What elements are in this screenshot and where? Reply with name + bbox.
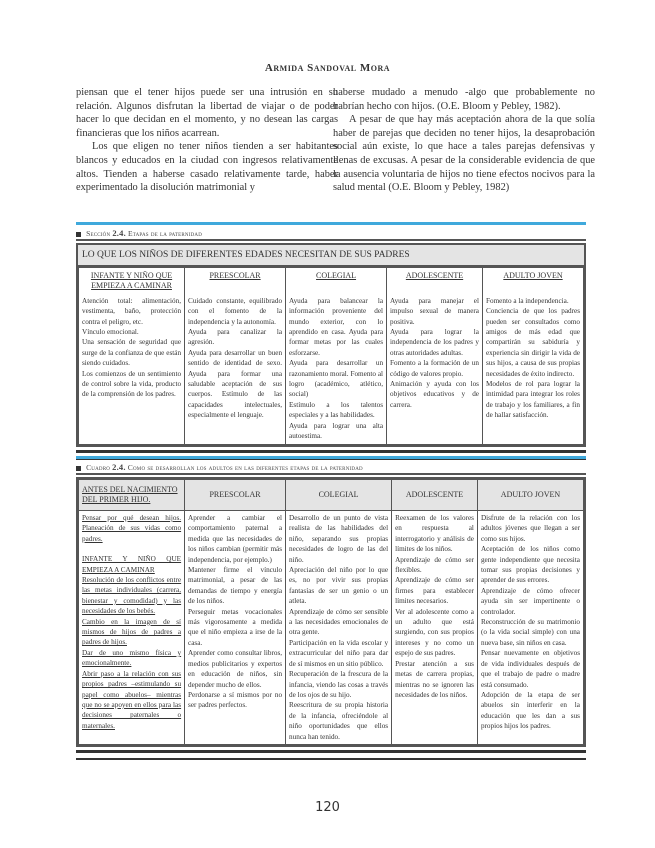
paragraph: Los que eligen no tener niños tienden a ser habitantes blancos y educados en la ciudad con ingresos relativamente altos. Tienden a haberse casado relativamente tarde, haber experimentado la disolución matrimonial y xyxy=(76,141,338,194)
table-cell: Atención total: alimentación, vestimenta, baño, protección contra el peligro, etc. Vínculo emocional. Una sensación de seguridad que surge de la confianza de que están siendo cuidados. Los comienzos de un sentimiento de control sobre la vida, producto de la comprensión de los padres. xyxy=(79,294,185,444)
running-head: Armida Sandoval Mora xyxy=(264,62,391,74)
column-header: ADOLESCENTE xyxy=(387,268,483,294)
column-header: ADULTO JOVEN xyxy=(482,268,583,294)
divider xyxy=(76,750,586,760)
table-cell: Reexamen de los valores en respuesta al interrogatorio y análisis de límites de los niños. Aprendizaje de cómo ser flexibles. Aprendizaje de cómo ser firmes para establecer límites necesarios. Ver al adolescente como a un adulto que está surgiendo, con sus propios intereses y no como un espejo de sus padres. Prestar atención a sus metas de carrera propias, mientras no se ignoren las necesidades de los niños. xyxy=(392,511,478,745)
accent-bar xyxy=(76,456,586,459)
square-bullet-icon xyxy=(76,466,81,471)
table-row xyxy=(79,511,584,745)
page-number: 120 xyxy=(315,800,340,815)
column-header: ADULTO JOVEN xyxy=(477,480,583,511)
adults-table xyxy=(78,479,584,745)
table-cell: Cuidado constante, equilibrado con el fomento de la independencia y la autonomía. Ayuda para canalizar la agresión. Ayuda para desarrollar un buen sentido de identidad de sexo. Ayuda para formar una saludable aceptación de sus cuerpos. Estímulo de las capacidades intelectuales, especialmente el lenguaje. xyxy=(185,294,286,444)
table-header-row xyxy=(79,480,584,511)
section-caption: Cuadro 2.4. Como se desarrollan los adultos en las diferentes etapas de la paternidad xyxy=(76,462,586,473)
section-cuadro-desarrollo-adultos xyxy=(76,456,586,760)
table-header-row xyxy=(79,268,584,294)
needs-table-box xyxy=(76,243,586,447)
column-header: COLEGIAL xyxy=(286,268,387,294)
column-header: ADOLESCENTE xyxy=(392,480,478,511)
needs-table xyxy=(78,267,584,445)
table-cell: Disfrute de la relación con los adultos jóvenes que llegan a ser como sus hijos. Aceptación de los niños como gente independiente que necesita tomar sus propias decisiones y aprender de sus errores. Aprendizaje de cómo ofrecer ayuda sin ser impertinente o controlador. Reconstrucción de su matrimonio (o la vida social simple) con una nueva base, sin niños en casa. Pensar nuevamente en objetivos de vida individuales después de que el trabajo de padre o madre está consumado. Adopción de la etapa de ser abuelos sin interferir en la educación que les dan a sus propios hijos los padres. xyxy=(477,511,583,745)
paragraph: A pesar de que hay más aceptación ahora de la que solía haber de parejas que deciden no tener hijos, la desaprobación social aún existe, lo que hace a tales parejas defensivas y llenas de excusas. A pesar de la considerable evidencia de que la ausencia voluntaria de hijos no tiene efectos nocivos para la salud mental (O.E. Bloom y Pebley, 1982) xyxy=(333,114,595,194)
column-header: PREESCOLAR xyxy=(185,268,286,294)
table-cell: Desarrollo de un punto de vista realista de las habilidades del niño, separando sus propias necesidades de logro de las del niño. Apreciación del niño por lo que es, no por vivir sus propias fantasías de ser un genio o un atleta. Aprendizaje de cómo ser sensible a las necesidades emocionales de otra gente. Participación en la vida escolar y extracurricular del niño para dar de sí mismos en un sitio público. Recuperación de la frescura de la infancia, viendo las cosas a través de los ojos de su hijo. Reescritura de su propia historia de la infancia, ofreciéndole al niño oportunidades que ellos nunca han tenido. xyxy=(286,511,392,745)
column-header: INFANTE Y NIÑO QUE EMPIEZA A CAMINAR xyxy=(79,268,185,294)
table-cell: Aprender a cambiar el comportamiento paternal a medida que las necesidades de los niños cambian (permitir más independencia, por ejemplo.) Mantener firme el vínculo matrimonial, a pesar de las demandas de tiempo y energía de los niños. Perseguir metas vocacionales más vigorosamente a medida que el niño empieza a irse de la casa. Aprender como consultar libros, medios publicitarios y expertos en educación de niños, sin depender mucho de ellos. Perdonarse a sí mismos por no ser padres perfectos. xyxy=(185,511,286,745)
section-etapas-paternidad xyxy=(76,222,586,460)
table-title: LO QUE LOS NIÑOS DE DIFERENTES EDADES NECESITAN DE SUS PADRES xyxy=(78,245,584,267)
table-row xyxy=(79,294,584,444)
column-header: COLEGIAL xyxy=(286,480,392,511)
column-header: PREESCOLAR xyxy=(185,480,286,511)
table-cell: Ayuda para manejar el impulso sexual de manera positiva. Ayuda para lograr la independencia de los padres y otras autoridades adultas. Fomento a la formación de un código de valores propio. Animación y ayuda con los objetivos educativos y de carrera. xyxy=(387,294,483,444)
paragraph: piensan que el tener hijos puede ser una intrusión en su relación. Algunos disfrutan la libertad de viajar o de poder hacer lo que decidan en el momento, y no desean las cargas financieras que los niños acarrean. xyxy=(76,87,338,139)
square-bullet-icon xyxy=(76,232,81,237)
section-caption: Sección 2.4. Etapas de la paternidad xyxy=(76,228,586,239)
adults-table-box xyxy=(76,477,586,747)
body-column-right xyxy=(333,86,595,195)
table-cell: Ayuda para balancear la información proveniente del mundo exterior, con lo aprendido en casa. Ayuda para formar metas por las cuales esforzarse. Ayuda para desarrollar un razonamiento moral. Fomento al logro (académico, atlético, social) Estímulo a los talentos especiales y a las habilidades. Ayuda para lograr una alta autoestima. xyxy=(286,294,387,444)
paragraph: haberse mudado a menudo -algo que probablemente no habrían hecho con hijos. (O.E. Bloom y Pebley, 1982). xyxy=(333,87,595,112)
table-cell: Fomento a la independencia. Conciencia de que los padres pueden ser consultados como amigos de más edad que compartirán su sabiduría y experiencia sin dirigir la vida de sus hijos, a causa de sus propias necesidades de éxito indirecto. Modelos de rol para lograr la intimidad para integrar los roles de trabajo y los familiares, a fin de hallar satisfacción. xyxy=(482,294,583,444)
table-cell: Pensar por qué desean hijos. Planeación de sus vidas como padres. INFANTE Y NIÑO QUE EMPIEZA A CAMINAR Resolución de los conflictos entre las metas individuales (carrera, bienestar y comodidad) y las necesidades de los bebés. Cambio en la imagen de sí mismos de hijos de padres a padres de hijos. Dar de uno mismo física y emocionalmente. Abrir paso a la relación con sus propios padres –estimulando su papel como abuelos– mientras que no se apoyen en ellos para las decisiones paternales o maternales. xyxy=(79,511,185,745)
column-header: ANTES DEL NACIMIENTO DEL PRIMER HIJO. xyxy=(79,480,185,511)
accent-bar xyxy=(76,222,586,225)
body-column-left xyxy=(76,86,338,195)
